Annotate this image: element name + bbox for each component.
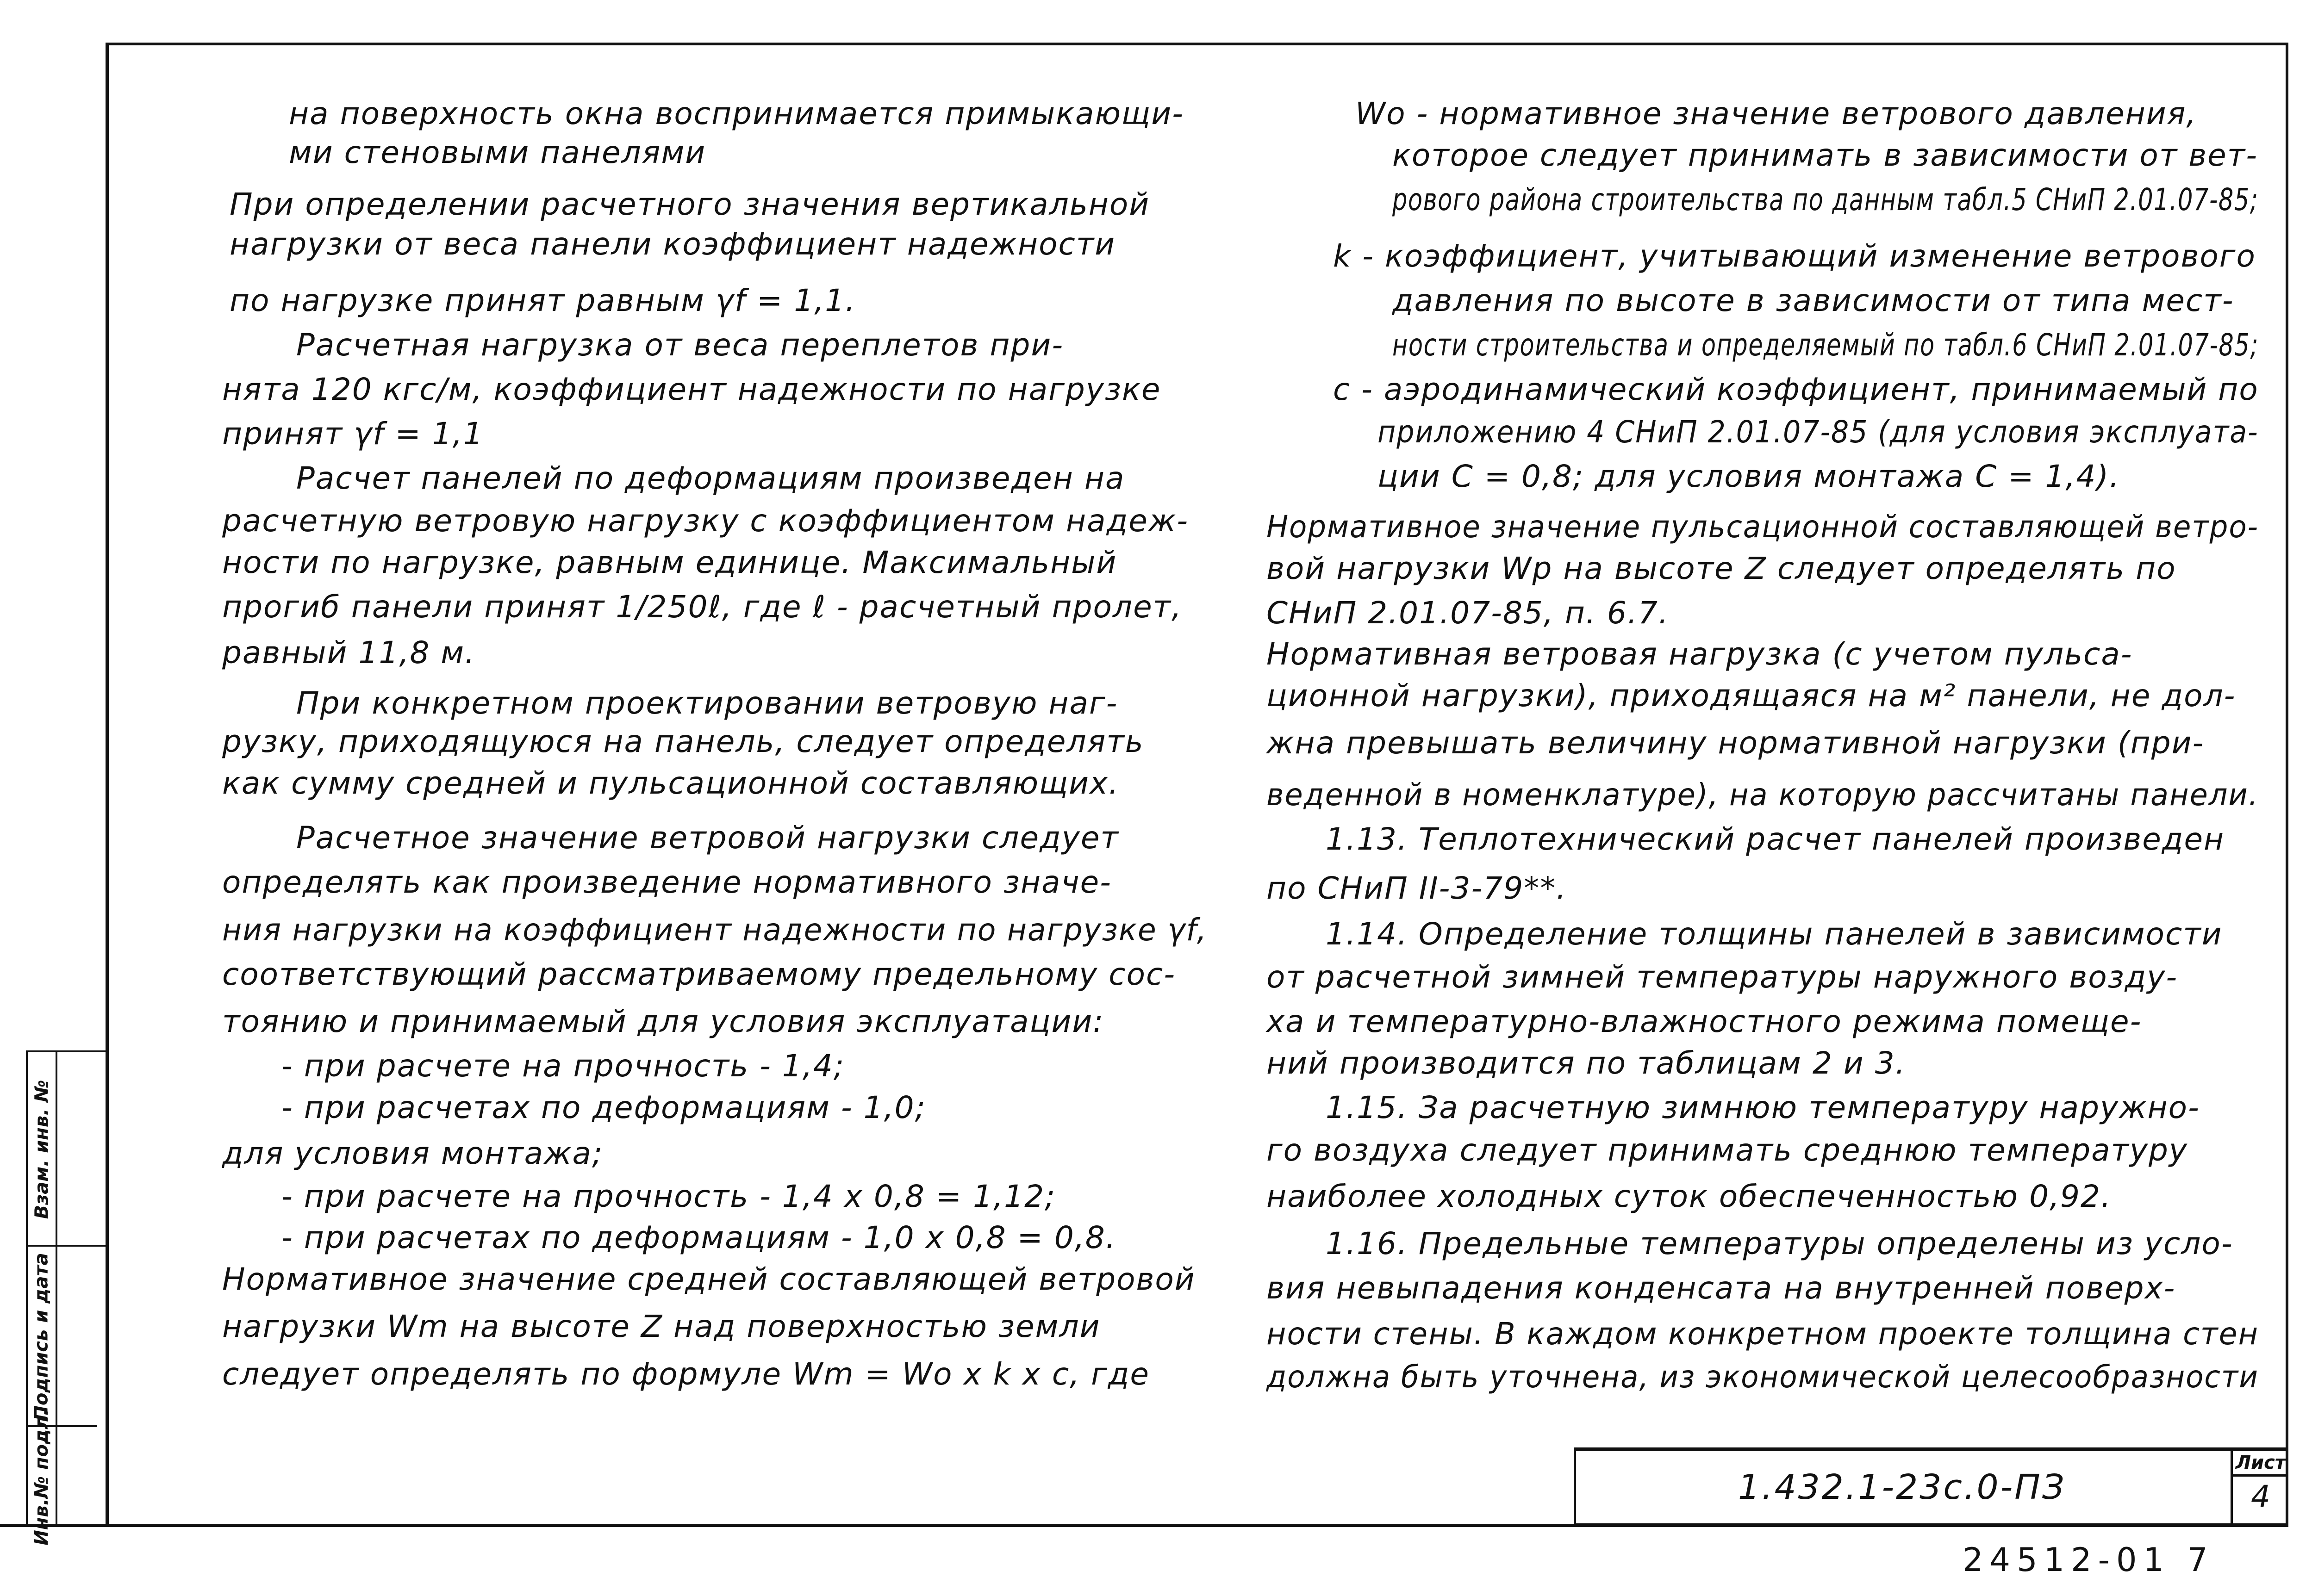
text-line: нагрузки Wm на высоте Z над поверхностью земли bbox=[222, 1309, 1101, 1345]
replaces-inv-text: Взам. инв. № bbox=[31, 1080, 53, 1219]
signature-date-text: Подпись и дата bbox=[31, 1253, 52, 1421]
text-line: 1.13. Теплотехнический расчет панелей произведен bbox=[1326, 821, 2225, 857]
title-block bbox=[1574, 1447, 2288, 1527]
inv-original-text: Инв.№ подл. bbox=[31, 1409, 52, 1546]
text-line: При определении расчетного значения вертикальной bbox=[230, 186, 1150, 222]
text-line: нята 120 кгс/м, коэффициент надежности по нагрузке bbox=[222, 371, 1161, 407]
text-line: нагрузки от веса панели коэффициент надежности bbox=[230, 226, 1116, 262]
text-line: по нагрузке принят равным γf = 1,1. bbox=[230, 282, 856, 318]
text-line: ции C = 0,8; для условия монтажа C = 1,4). bbox=[1377, 459, 2120, 495]
text-line: 1.15. За расчетную зимнюю температуру наружно- bbox=[1326, 1089, 2200, 1125]
text-line: ности строительства и определяемый по табл.6 СНиП 2.01.07-85; bbox=[1392, 327, 2259, 363]
text-line: которое следует принимать в зависимости от вет- bbox=[1392, 137, 2258, 173]
text-line: - при расчете на прочность - 1,4; bbox=[281, 1048, 845, 1084]
text-line: следует определять по формуле Wm = Wo х k х c, где bbox=[222, 1356, 1150, 1392]
text-line: 1.16. Предельные температуры определены из усло- bbox=[1326, 1226, 2233, 1261]
text-line: ционной нагрузки), приходящаяся на м² панели, не дол- bbox=[1266, 678, 2236, 714]
text-line: равный 11,8 м. bbox=[222, 635, 476, 671]
text-line: Расчетное значение ветровой нагрузки следует bbox=[296, 820, 1119, 856]
text-line: ности стены. В каждом конкретном проекте толщина стен bbox=[1266, 1316, 2259, 1352]
text-line: Нормативная ветровая нагрузка (с учетом пульса- bbox=[1266, 636, 2133, 672]
archive-number: 24512-01 7 bbox=[1963, 1541, 2214, 1579]
side-label-replaces-inv bbox=[28, 1052, 56, 1247]
side-label-inv-original bbox=[28, 1409, 56, 1546]
text-line: Нормативное значение средней составляющей ветровой bbox=[222, 1261, 1196, 1297]
text-line: k - коэффициент, учитывающий изменение ветрового bbox=[1333, 238, 2256, 274]
text-line: - при расчетах по деформациям - 1,0; bbox=[281, 1089, 926, 1125]
text-line: вой нагрузки Wp на высоте Z следует определять по bbox=[1266, 550, 2176, 586]
text-line: расчетную ветровую нагрузку с коэффициентом надеж- bbox=[222, 503, 1189, 539]
text-line: давления по высоте в зависимости от типа мест- bbox=[1392, 282, 2234, 318]
text-line: приложению 4 СНиП 2.01.07-85 (для условия эксплуата- bbox=[1377, 414, 2259, 450]
text-line: определять как произведение нормативного значе- bbox=[222, 864, 1112, 900]
text-line: ния нагрузки на коэффициент надежности по нагрузке γf, bbox=[222, 912, 1208, 948]
text-line: от расчетной зимней температуры наружного возду- bbox=[1266, 959, 2178, 995]
text-line: Расчетная нагрузка от веса переплетов при- bbox=[296, 327, 1064, 363]
text-line: рузку, приходящуюся на панель, следует определять bbox=[222, 724, 1144, 760]
text-line: При конкретном проектировании ветровую наг- bbox=[296, 685, 1118, 721]
side-label-signature bbox=[28, 1247, 56, 1427]
text-line: - при расчетах по деформациям - 1,0 х 0,8 = 0,8. bbox=[281, 1220, 1116, 1256]
text-line: рового района строительства по данным табл.5 СНиП 2.01.07-85; bbox=[1392, 182, 2259, 217]
text-line: Расчет панелей по деформациям произведен на bbox=[296, 460, 1125, 496]
text-line: ми стеновыми панелями bbox=[289, 134, 706, 170]
sheet-label: Лист bbox=[2233, 1451, 2288, 1477]
text-line: как сумму средней и пульсационной составляющих. bbox=[222, 765, 1120, 801]
text-line: принят γf = 1,1 bbox=[222, 416, 484, 452]
text-line: тоянию и принимаемый для условия эксплуатации: bbox=[222, 1004, 1104, 1039]
text-line: на поверхность окна воспринимается примыкающи- bbox=[289, 96, 1184, 132]
text-line: должна быть уточнена, из экономической целесообразности bbox=[1266, 1359, 2259, 1395]
sheet-cell bbox=[2231, 1451, 2288, 1523]
text-line: Wo - нормативное значение ветрового давления, bbox=[1355, 96, 2197, 132]
text-line: ха и температурно-влажностного режима помеще- bbox=[1266, 1004, 2142, 1039]
text-line: - при расчете на прочность - 1,4 х 0,8 = 1,12; bbox=[281, 1178, 1056, 1214]
text-line: ний производится по таблицам 2 и 3. bbox=[1266, 1045, 1906, 1081]
text-line: 1.14. Определение толщины панелей в зависимости bbox=[1326, 916, 2223, 952]
document-code: 1.432.1-23с.0-ПЗ bbox=[1738, 1467, 2066, 1507]
text-line: по СНиП II-3-79**. bbox=[1266, 870, 1567, 906]
text-line: веденной в номенклатуре), на которую рассчитаны панели. bbox=[1266, 777, 2259, 813]
text-line: СНиП 2.01.07-85, п. 6.7. bbox=[1266, 595, 1669, 631]
text-line: c - аэродинамический коэффициент, принимаемый по bbox=[1333, 371, 2259, 407]
text-line: вия невыпадения конденсата на внутренней поверх- bbox=[1266, 1270, 2176, 1306]
text-line: Нормативное значение пульсационной составляющей ветро- bbox=[1266, 509, 2259, 545]
side-stamp bbox=[26, 1050, 106, 1546]
text-line: соответствующий рассматриваемому предельному сос- bbox=[222, 956, 1176, 992]
text-line: для условия монтажа; bbox=[222, 1135, 604, 1171]
text-line: жна превышать величину нормативной нагрузки (при- bbox=[1266, 725, 2205, 761]
text-line: ности по нагрузке, равным единице. Максимальный bbox=[222, 545, 1117, 580]
text-line: прогиб панели принят 1/250ℓ, где ℓ - расчетный пролет, bbox=[222, 589, 1183, 625]
sheet-number: 4 bbox=[2251, 1479, 2270, 1515]
text-line: наиболее холодных суток обеспеченностью 0,92. bbox=[1266, 1178, 2112, 1214]
text-line: го воздуха следует принимать среднюю температуру bbox=[1266, 1132, 2188, 1168]
